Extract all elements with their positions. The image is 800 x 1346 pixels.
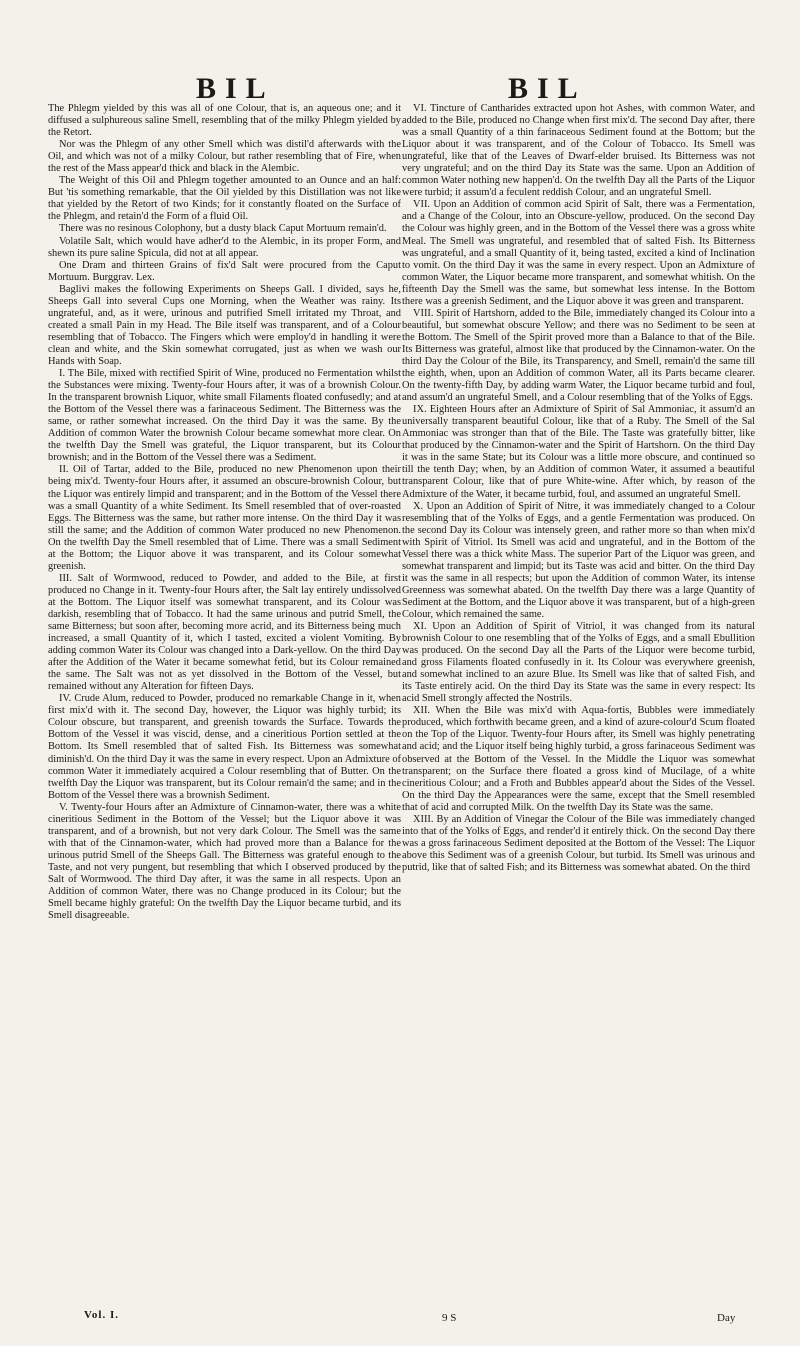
paragraph: II. Oil of Tartar, added to the Bile, produced no new Phenomenon upon their being mix'd. Twenty-four Hours after, it assumed an obscure-brownish Colour, but the Liquor was entirely limpid and transparent; and in the Bottom of the Vessel there was a small Quantity of a white Sediment. Its Smell resembled that of over-roasted Eggs. The Bitterness was the same, but rather more intense. On the third Day it was still the same; and the Addition of common Water produced no new Phenomenon. On the twelfth Day the Smell resembled that of Lime. There was a small Sediment at the Bottom; the Liquor above it was transparent, and its Colour somewhat greenish. — [48, 464, 401, 572]
paragraph: VI. Tincture of Cantharides extracted upon hot Ashes, with common Water, and added to the Bile, produced no Change when first mix'd. The second Day after, there was a small Quantity of a thin farinaceous Sediment found at the Bottom; but the Liquor about it was transparent, and of the Colour of Tobacco. Its Smell was ungrateful, like that of the Leaves of Dwarf-elder bruised. Its Bitterness was not very ungrateful; and on the third Day its State was the same. Upon an Addition of common Water nothing new happen'd. On the twelfth Day all the Parts of the Liquor were turbid; it assum'd a feculent reddish Colour, and an ungrateful Smell. — [402, 103, 755, 199]
paragraph: IX. Eighteen Hours after an Admixture of Spirit of Sal Ammoniac, it assum'd an universally transparent beautiful Colour, like that of a Ruby. The Smell of the Sal Ammoniac was stronger than that of the Bile. The Taste was gratefully bitter, like that produced by the Cinnamon-water and the Spirit of Hartshorn. On the third Day it was in the same State; but its Colour was a little more obscure, and continued so till the tenth Day; when, by an Addition of common Water, it assumed a beautiful transparent Colour, like that of pure White-wine. After which, by reason of the Admixture of the Water, it became turbid, foul, and assumed an ungrateful Smell. — [402, 404, 755, 500]
paragraph: XII. When the Bile was mix'd with Aqua-fortis, Bubbles were immediately produced, which forthwith became green, and a kind of azure-colour'd Scum floated on the Top of the Liquor. Twenty-four Hours after, its Smell was highly penetrating and acid; and the Liquor itself being highly turbid, a gross farinaceous Sediment was observed at the Bottom of the Vessel. In the Middle the Liquor was somewhat transparent; on the Surface there floated a gross kind of Mucilage, of a white cineritious Colour; and a Froth and Bubbles appear'd about the Sides of the Vessel. On the third Day the Appearances were the same, except that the Smell resembled that of acid and corrupted Milk. On the twelfth Day its State was the same. — [402, 705, 755, 813]
volume-label: Vol. I. — [84, 1309, 120, 1321]
catchword: Day — [717, 1312, 736, 1324]
paragraph: X. Upon an Addition of Spirit of Nitre, it was immediately changed to a Colour resembling that of the Yolks of Eggs, and a gentle Fermentation was produced. On the second Day its Colour was intensely green, and rather more so than when mix'd with Spirit of Vitriol. Its Smell was acid and ungrateful, and in the Bottom of the Vessel there was a thick white Mass. The superior Part of the Liquor was green, and somewhat transparent and limpid; but its Taste was acid and bitter. On the third Day it was the same in all respects; but upon the Addition of common Water, its intense Greenness was somewhat abated. On the twelfth Day there was a large Quantity of Sediment at the Bottom, and the Liquor above it was transparent, but of a high-green Colour, which remained the same. — [402, 500, 755, 620]
right-column — [402, 103, 755, 874]
paragraph: Baglivi makes the following Experiments on Sheeps Gall. I divided, says he, Sheeps Gall into several Cups one Morning, when the Weather was rainy. Its ungrateful, and, as it were, urinous and putrified Smell irritated my Throat, and created a small Pain in my Head. The Bile itself was transparent, and of a Colour resembling that of Tobacco. The Fingers which were employ'd in handling it were clean and white, and the Skin somewhat corrugated, just as when we wash our Hands with Soap. — [48, 283, 401, 367]
paragraph: VIII. Spirit of Hartshorn, added to the Bile, immediately changed its Colour into a beautiful, but somewhat obscure Yellow; and there was no Sediment to be seen at the Bottom. The Smell of the Spirit proved more than a Balance to that of the Bile. Its Bitterness was grateful, almost like that produced by the Cinnamon-water. On the third Day the Colour of the Bile, its Transparency, and Smell, remain'd the same till the eighth, when, upon an Addition of common Water, all its Parts became clearer. On the twenty-fifth Day, by adding warm Water, the Liquor became turbid and foul, and assum'd an ungrateful Smell, and a Colour resembling that of the Yolks of Eggs. — [402, 307, 755, 404]
paragraph: XIII. By an Addition of Vinegar the Colour of the Bile was immediately changed into that of the Yolks of Eggs, and render'd it entirely thick. On the second Day there was a gross farinaceous Sediment deposited at the Bottom of the Vessel: The Liquor above this Sediment was of a greenish Colour, but turbid. Its Smell was urinous and putrid, like that of salted Fish; and its Bitterness was somewhat abated. On the third — [402, 813, 755, 873]
left-column — [48, 103, 401, 922]
paragraph: The Phlegm yielded by this was all of one Colour, that is, an aqueous one; and it diffused a sulphureous saline Smell, resembling that of the milky Phlegm yielded by the Retort. — [48, 103, 401, 139]
paragraph: There was no resinous Colophony, but a dusty black Caput Mortuum remain'd. — [59, 223, 387, 235]
paragraph: VII. Upon an Addition of common acid Spirit of Salt, there was a Fermentation, and a Change of the Colour, into an Obscure-yellow, produced. On the second Day the Colour was highly green, and in the Bottom of the Vessel there was a gross white Meal. The Smell was ungrateful, and resembled that of salted Fish. Its Bitterness was ungrateful, and a small Quantity of it, being tasted, excited a kind of Inclination to vomit. On the third Day it was the same in every respect. Upon an Admixture of common Water, the Liquor became more transparent, and somewhat whitish. On the fifteenth Day the Smell was the same, but somewhat less intense. In the Bottom there was a greenish Sediment, and the Liquor above it was green and transparent. — [402, 199, 755, 307]
paragraph: Nor was the Phlegm of any other Smell which was distil'd afterwards with the Oil, and which was not of a milky Colour, but rather resembling that of Fire, when the rest of the Mass appear'd thick and black in the Alembic. — [48, 139, 401, 175]
paragraph: V. Twenty-four Hours after an Admixture of Cinnamon-water, there was a white cineritious Sediment in the Bottom of the Vessel; but the Liquor above it was transparent, and of a brownish, but not very dark Colour. The Smell was the same with that of the Cinnamon-water, which had proved more than a Balance for the urinous putrid Smell of the Sheeps Gall. The Bitterness was grateful enough to the Taste, and not very pungent, but resembling that which I observed produced by the Salt of Wormwood. The third Day after, it was the same in all respects. Upon an Addition of common Water, there was no Change produced in its Colour; but the Smell became highly grateful: On the twelfth Day the Liquor became turbid, and its Smell disagreeable. — [48, 801, 401, 922]
signature-mark: 9 S — [442, 1312, 457, 1324]
running-head-left: BIL — [196, 72, 275, 105]
paragraph: III. Salt of Wormwood, reduced to Powder, and added to the Bile, at first produced no Change in it. Twenty-four Hours after, the Salt lay entirely undissolved at the Bottom. The Liquor itself was somewhat transparent, and its Colour was darkish, resembling that of Tobacco. It had the same urinous and putrid Smell, the same Bitterness; but soon after, becoming more acrid, and its Bitterness being much increased, a small Quantity of it, which I tasted, excited a violent Vomiting. By adding common Water its Colour was changed into a Dark-yellow. On the third Day after the Addition of the Water it became somewhat fetid, but its Colour remained the same. The Salt was not as yet dissolved in the Bottom of the Vessel, but remained without any Alteration for fifteen Days. — [48, 572, 401, 693]
paragraph: I. The Bile, mixed with rectified Spirit of Wine, produced no Fermentation whilst the Substances were mixing. Twenty-four Hours after, it was of a brownish Colour. In the transparent brownish Liquor, white small Filaments floated confusedly; and at the Bottom of the Vessel there was a farinaceous Sediment. The Bitterness was the same, or rather somewhat increased. On the third Day it was the same. By the Addition of common Water the brownish Colour became somewhat more clear. On the twelfth Day the Smell was grateful, the Liquor transparent, but its Colour brownish; and in the Bottom of the Vessel there was a Sediment. — [48, 368, 401, 464]
paragraph: One Dram and thirteen Grains of fix'd Salt were procured from the Caput Mortuum. Burggrav. Lex. — [48, 259, 401, 283]
paragraph: The Weight of this Oil and Phlegm together amounted to an Ounce and an half: But 'tis something remarkable, that the Oil yielded by this Distillation was not like that yielded by the Retort of two Kinds; for it constantly floated on the Surface of the Phlegm, and retain'd the Form of a fluid Oil. — [48, 175, 401, 223]
paragraph: Volatile Salt, which would have adher'd to the Alembic, in its proper Form, and shewn its pure saline Spicula, did not at all appear. — [48, 235, 401, 259]
paragraph: XI. Upon an Addition of Spirit of Vitriol, it was changed from its natural brownish Colour to one resembling that of the Yolks of Eggs, and a small Ebullition was produced. On the second Day all the Parts of the Liquor were become turbid, and gross Filaments floated confusedly in it. Its Colour was everywhere greenish, and somewhat inclined to an azure Blue. Its Smell was like that of salted Fish, and its Taste entirely acid. On the third Day its State was the same in every respect: Its acid Smell strongly affected the Nostrils. — [402, 621, 755, 705]
paragraph: IV. Crude Alum, reduced to Powder, produced no remarkable Change in it, when first mix'd with it. The second Day, however, the Liquor was highly turbid; its Colour obscure, but transparent, and greenish towards the Surface. Towards the Bottom of the Vessel it was viscid, dense, and a cineritious Portion settled at the Bottom. Its Smell resembled that of salted Fish. Its Bitterness was somewhat diminish'd. On the third Day it was the same in every respect. Upon an Admixture of common Water it immediately acquired a Colour resembling that of Butter. On the twelfth Day the Liquor was transparent, but its Colour remain'd the same; and in the Bottom of the Vessel there was a brownish Sediment. — [48, 693, 401, 801]
running-head-right: BIL — [508, 72, 587, 105]
